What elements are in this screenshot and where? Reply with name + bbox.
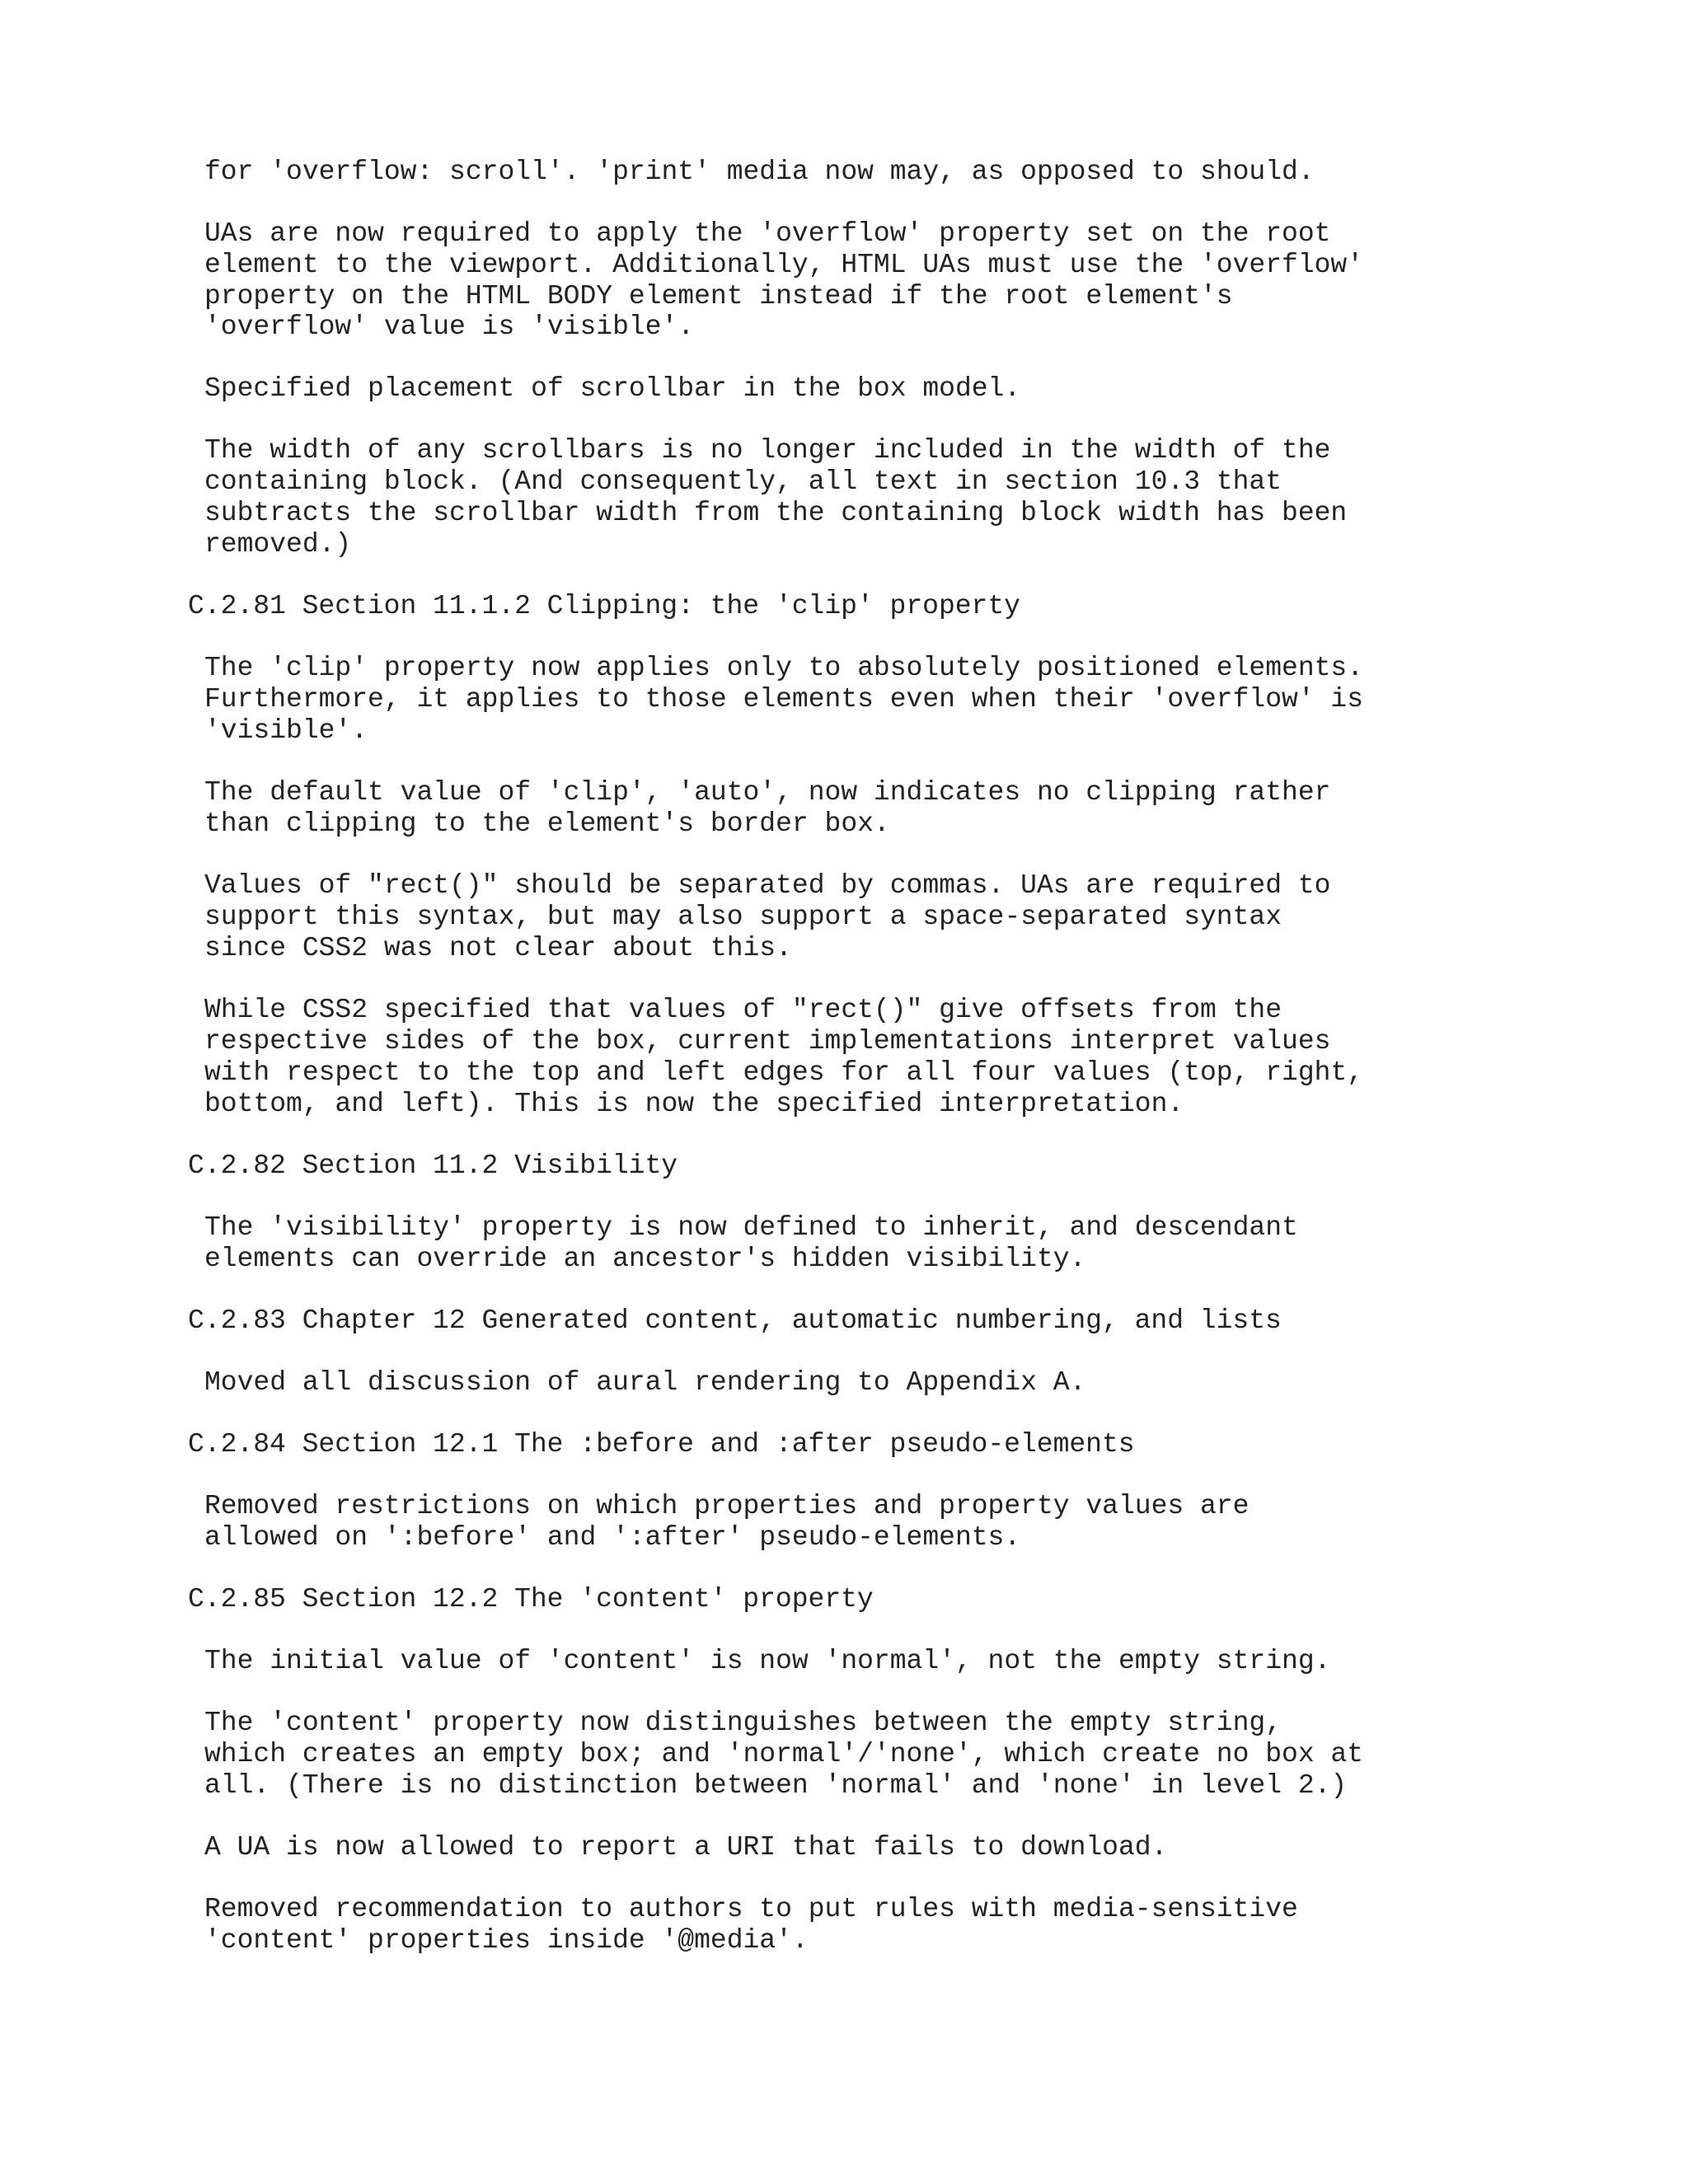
text-line: 'overflow' value is 'visible'. (204, 312, 695, 342)
text-line: The default value of 'clip', 'auto', now indicates no clipping rather (204, 777, 1331, 808)
text-line: The 'visibility' property is now defined to inherit, and descendant (204, 1212, 1298, 1243)
text-line: The width of any scrollbars is no longer included in the width of the (204, 435, 1331, 466)
text-line: Values of "rect()" should be separated by commas. UAs are required to (204, 870, 1331, 901)
text-line: with respect to the top and left edges for all four values (top, right, (204, 1057, 1364, 1088)
text-line: containing block. (And consequently, all text in section 10.3 that (204, 466, 1282, 497)
text-line: for 'overflow: scroll'. 'print' media now may, as opposed to should. (204, 157, 1315, 187)
text-line: all. (There is no distinction between 'normal' and 'none' in level 2.) (204, 1770, 1348, 1801)
text-line: allowed on ':before' and ':after' pseudo-elements. (204, 1522, 1021, 1553)
text-line: The initial value of 'content' is now 'normal', not the empty string. (204, 1646, 1331, 1676)
text-line: removed.) (204, 529, 352, 560)
section-heading: C.2.84 Section 12.1 The :before and :after pseudo-elements (188, 1429, 1135, 1460)
section-heading: C.2.82 Section 11.2 Visibility (188, 1151, 678, 1181)
text-line: The 'content' property now distinguishes between the empty string, (204, 1708, 1282, 1738)
text-line: Removed recommendation to authors to put rules with media-sensitive (204, 1894, 1298, 1924)
section-heading: C.2.81 Section 11.1.2 Clipping: the 'clip' property (188, 591, 1020, 621)
text-line: elements can override an ancestor's hidden visibility. (204, 1244, 1086, 1274)
text-line: which creates an empty box; and 'normal'/'none', which create no box at (204, 1739, 1364, 1769)
text-line: Furthermore, it applies to those elements even when their 'overflow' is (204, 684, 1364, 715)
section-heading: C.2.83 Chapter 12 Generated content, automatic numbering, and lists (188, 1305, 1282, 1336)
text-line: Removed restrictions on which properties and property values are (204, 1491, 1250, 1521)
text-line: Moved all discussion of aural rendering to Appendix A. (204, 1367, 1086, 1398)
text-line: Specified placement of scrollbar in the box model. (204, 373, 1021, 404)
text-line: 'content' properties inside '@media'. (204, 1925, 809, 1956)
text-line: A UA is now allowed to report a URI that fails to download. (204, 1832, 1168, 1863)
text-line: respective sides of the box, current implementations interpret values (204, 1026, 1331, 1057)
section-heading: C.2.85 Section 12.2 The 'content' property (188, 1584, 874, 1615)
text-line: property on the HTML BODY element instead if the root element's (204, 281, 1233, 312)
text-line: While CSS2 specified that values of "rect()" give offsets from the (204, 995, 1282, 1025)
text-line: since CSS2 was not clear about this. (204, 933, 792, 963)
text-line: subtracts the scrollbar width from the containing block width has been (204, 498, 1348, 528)
text-line: support this syntax, but may also support a space-separated syntax (204, 902, 1282, 932)
text-line: element to the viewport. Additionally, HTML UAs must use the 'overflow' (204, 250, 1364, 280)
text-line: bottom, and left). This is now the specified interpretation. (204, 1089, 1184, 1119)
text-line: than clipping to the element's border box. (204, 808, 890, 839)
text-line: The 'clip' property now applies only to absolutely positioned elements. (204, 653, 1364, 683)
text-line: UAs are now required to apply the 'overflow' property set on the root (204, 218, 1331, 249)
text-line: 'visible'. (204, 715, 368, 746)
